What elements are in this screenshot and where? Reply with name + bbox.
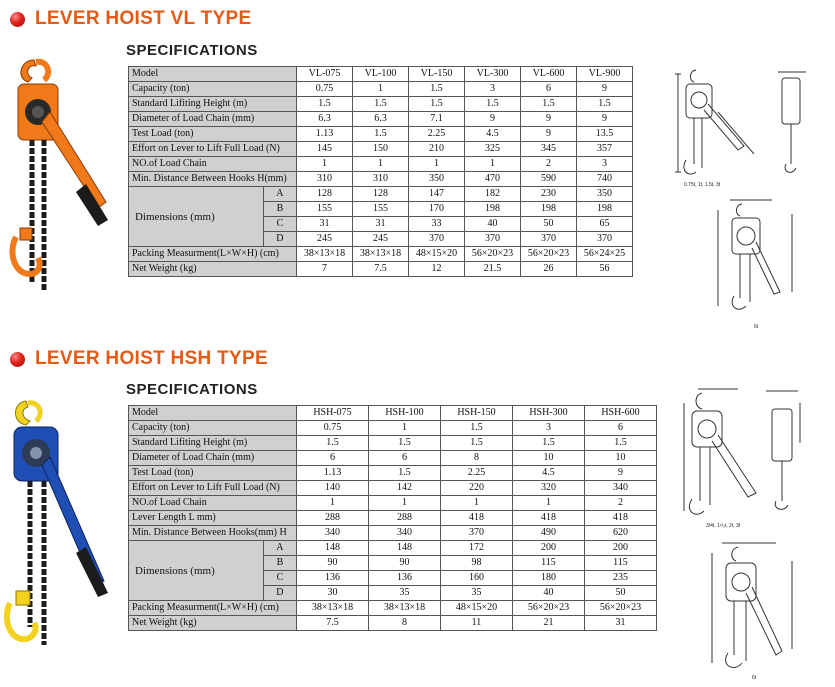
table-cell: 2 <box>521 157 577 172</box>
table-cell: 9 <box>465 112 521 127</box>
table-cell: 56×20×23 <box>465 247 521 262</box>
vl-title: LEVER HOIST VL TYPE <box>35 8 252 29</box>
dimensions-label: Dimensions (mm) <box>129 187 264 247</box>
row-label: Test Load (ton) <box>129 466 297 481</box>
table-cell: 198 <box>465 202 521 217</box>
table-cell: 7.5 <box>297 616 369 631</box>
table-row <box>129 436 657 451</box>
table-cell: 9 <box>521 127 577 142</box>
table-cell: 1.5 <box>585 436 657 451</box>
table-cell: 1.5 <box>521 97 577 112</box>
table-cell: 6 <box>297 451 369 466</box>
table-cell: 31 <box>297 217 353 232</box>
table-row <box>129 601 657 616</box>
table-cell: 288 <box>297 511 369 526</box>
table-row <box>129 157 633 172</box>
table-cell: 370 <box>521 232 577 247</box>
table-cell: 4.5 <box>465 127 521 142</box>
row-label: Standard Lifiting Height (m) <box>129 436 297 451</box>
table-cell: 1.5 <box>297 97 353 112</box>
table-cell: 245 <box>353 232 409 247</box>
table-cell: 4.5 <box>513 466 585 481</box>
table-cell: 245 <box>297 232 353 247</box>
table-cell: 235 <box>585 571 657 586</box>
table-cell: 1.5 <box>369 466 441 481</box>
table-cell: 128 <box>353 187 409 202</box>
row-label: Diameter of Load Chain (mm) <box>129 112 297 127</box>
row-label: Lever Length L mm) <box>129 511 297 526</box>
table-cell: 1.5 <box>409 97 465 112</box>
table-cell: 7.1 <box>409 112 465 127</box>
table-cell: 40 <box>465 217 521 232</box>
table-cell: 7 <box>297 262 353 277</box>
table-cell: 340 <box>585 481 657 496</box>
table-cell: 0.75 <box>297 82 353 97</box>
row-label: Capacity (ton) <box>129 421 297 436</box>
table-cell: 357 <box>577 142 633 157</box>
dimension-key: C <box>263 571 296 586</box>
table-cell: 48×15×20 <box>409 247 465 262</box>
table-cell: 6 <box>369 451 441 466</box>
table-row <box>129 421 657 436</box>
table-cell: 30 <box>297 586 369 601</box>
row-label: NO.of Load Chain <box>129 496 297 511</box>
red-bullet-icon <box>10 352 25 367</box>
table-cell: HSH-600 <box>585 406 657 421</box>
table-cell: 98 <box>441 556 513 571</box>
table-cell: 148 <box>369 541 441 556</box>
row-label: Effort on Lever to Lift Full Load (N) <box>129 481 297 496</box>
vl-hoist-photo <box>6 52 116 294</box>
table-cell: HSH-300 <box>513 406 585 421</box>
table-row <box>129 451 657 466</box>
vl-drawing-caption-1: 0.75t, 1t, 1.5t, 3t <box>684 182 721 188</box>
table-cell: 370 <box>441 526 513 541</box>
table-cell: 200 <box>513 541 585 556</box>
table-row <box>129 172 633 187</box>
table-cell: 31 <box>353 217 409 232</box>
table-row <box>129 67 633 82</box>
table-cell: 31 <box>585 616 657 631</box>
table-cell: 56 <box>577 262 633 277</box>
table-cell: 6.3 <box>353 112 409 127</box>
table-cell: 1 <box>369 421 441 436</box>
table-cell: 370 <box>577 232 633 247</box>
table-cell: 56×24×25 <box>577 247 633 262</box>
table-cell: 1.5 <box>297 436 369 451</box>
table-cell: 170 <box>409 202 465 217</box>
table-cell: 9 <box>577 82 633 97</box>
table-cell: 182 <box>465 187 521 202</box>
dimension-key: B <box>263 202 296 217</box>
table-cell: 470 <box>465 172 521 187</box>
table-row <box>129 247 633 262</box>
table-cell: 155 <box>353 202 409 217</box>
table-cell: 230 <box>521 187 577 202</box>
dimensions-label: Dimensions (mm) <box>129 541 264 601</box>
table-cell: 10 <box>585 451 657 466</box>
hsh-technical-drawing-front <box>676 383 826 533</box>
table-cell: 8 <box>369 616 441 631</box>
vl-technical-drawing-6t <box>712 196 812 334</box>
table-cell: 740 <box>577 172 633 187</box>
table-cell: 142 <box>369 481 441 496</box>
table-row <box>129 526 657 541</box>
table-row <box>129 616 657 631</box>
row-label: Packing Measurment(L×W×H) (cm) <box>129 601 297 616</box>
table-cell: 490 <box>513 526 585 541</box>
table-cell: 115 <box>513 556 585 571</box>
hsh-title: LEVER HOIST HSH TYPE <box>35 348 268 369</box>
table-cell: 3 <box>577 157 633 172</box>
table-cell: VL-900 <box>577 67 633 82</box>
table-cell: 1 <box>369 496 441 511</box>
table-cell: 288 <box>369 511 441 526</box>
table-cell: 370 <box>409 232 465 247</box>
table-cell: 147 <box>409 187 465 202</box>
table-row <box>129 481 657 496</box>
table-row <box>129 541 657 556</box>
row-label: Diameter of Load Chain (mm) <box>129 451 297 466</box>
table-cell: 320 <box>513 481 585 496</box>
table-row <box>129 82 633 97</box>
table-cell: 38×13×18 <box>297 601 369 616</box>
table-cell: 90 <box>297 556 369 571</box>
table-cell: HSH-100 <box>369 406 441 421</box>
table-cell: 155 <box>297 202 353 217</box>
table-cell: 56×20×23 <box>521 247 577 262</box>
table-cell: 148 <box>297 541 369 556</box>
table-row <box>129 466 657 481</box>
table-cell: 136 <box>297 571 369 586</box>
table-row <box>129 97 633 112</box>
dimension-key: A <box>263 541 296 556</box>
table-cell: 150 <box>353 142 409 157</box>
table-row <box>129 406 657 421</box>
table-cell: 340 <box>369 526 441 541</box>
table-row <box>129 496 657 511</box>
table-cell: 56×20×23 <box>585 601 657 616</box>
table-cell: 1.5 <box>441 436 513 451</box>
hsh-spec-heading: SPECIFICATIONS <box>126 381 258 398</box>
table-cell: 2.25 <box>409 127 465 142</box>
table-cell: 12 <box>409 262 465 277</box>
row-label: Standard Lifiting Height (m) <box>129 97 297 112</box>
table-cell: 370 <box>465 232 521 247</box>
table-cell: 1.5 <box>353 127 409 142</box>
hsh-hoist-photo <box>4 397 112 649</box>
vl-section <box>0 0 835 340</box>
red-bullet-icon <box>10 12 25 27</box>
table-cell: 180 <box>513 571 585 586</box>
table-cell: 0.75 <box>297 421 369 436</box>
dimension-key: B <box>263 556 296 571</box>
row-label: Packing Measurment(L×W×H) (cm) <box>129 247 297 262</box>
hsh-technical-drawing-6t <box>706 539 806 683</box>
table-cell: 172 <box>441 541 513 556</box>
table-cell: 198 <box>521 202 577 217</box>
dimension-key: C <box>263 217 296 232</box>
table-cell: 340 <box>297 526 369 541</box>
table-cell: 590 <box>521 172 577 187</box>
table-cell: HSH-075 <box>297 406 369 421</box>
row-label: Test Load (ton) <box>129 127 297 142</box>
table-cell: 1 <box>409 157 465 172</box>
vl-spec-table <box>128 66 633 277</box>
table-row <box>129 142 633 157</box>
table-cell: 1.5 <box>369 436 441 451</box>
hsh-spec-table <box>128 405 657 631</box>
table-cell: 1 <box>353 82 409 97</box>
vl-drawing-caption-2: 6t <box>754 324 759 330</box>
hsh-drawing-caption-1: 3/4t, 1¹/₂t, 2t, 3t <box>706 523 741 529</box>
table-cell: 11 <box>441 616 513 631</box>
table-cell: 200 <box>585 541 657 556</box>
table-cell: 1 <box>513 496 585 511</box>
table-cell: 1.13 <box>297 127 353 142</box>
row-label: Effort on Lever to Lift Full Load (N) <box>129 142 297 157</box>
table-cell: 38×13×18 <box>369 601 441 616</box>
table-cell: 3 <box>465 82 521 97</box>
table-cell: HSH-150 <box>441 406 513 421</box>
table-cell: VL-600 <box>521 67 577 82</box>
table-cell: VL-300 <box>465 67 521 82</box>
table-cell: 1.13 <box>297 466 369 481</box>
table-cell: 3 <box>513 421 585 436</box>
table-cell: 1 <box>441 496 513 511</box>
table-cell: 33 <box>409 217 465 232</box>
row-label: NO.of Load Chain <box>129 157 297 172</box>
table-cell: 56×20×23 <box>513 601 585 616</box>
table-cell: 13.5 <box>577 127 633 142</box>
table-cell: 1 <box>297 157 353 172</box>
table-cell: 6.3 <box>297 112 353 127</box>
row-label: Model <box>129 67 297 82</box>
table-cell: 220 <box>441 481 513 496</box>
table-cell: 198 <box>577 202 633 217</box>
table-cell: 136 <box>369 571 441 586</box>
table-cell: 48×15×20 <box>441 601 513 616</box>
table-cell: 21 <box>513 616 585 631</box>
table-cell: 310 <box>353 172 409 187</box>
table-cell: 1 <box>465 157 521 172</box>
table-cell: 418 <box>441 511 513 526</box>
row-label: Net Weight (kg) <box>129 262 297 277</box>
vl-spec-heading: SPECIFICATIONS <box>126 42 258 59</box>
table-cell: 350 <box>577 187 633 202</box>
row-label: Net Weight (kg) <box>129 616 297 631</box>
table-cell: 345 <box>521 142 577 157</box>
table-cell: 6 <box>521 82 577 97</box>
table-cell: 145 <box>297 142 353 157</box>
table-cell: 90 <box>369 556 441 571</box>
table-cell: 1 <box>297 496 369 511</box>
table-cell: 9 <box>521 112 577 127</box>
table-cell: 115 <box>585 556 657 571</box>
table-cell: 2.25 <box>441 466 513 481</box>
table-row <box>129 127 633 142</box>
vl-technical-drawing-front <box>672 60 822 190</box>
table-cell: 1.5 <box>577 97 633 112</box>
table-cell: 350 <box>409 172 465 187</box>
table-cell: 9 <box>585 466 657 481</box>
row-label: Min. Distance Between Hooks(mm) H <box>129 526 297 541</box>
table-cell: 6 <box>585 421 657 436</box>
table-cell: 40 <box>513 586 585 601</box>
hsh-title-row <box>10 348 268 370</box>
table-cell: 1.5 <box>513 436 585 451</box>
table-row <box>129 262 633 277</box>
table-cell: 140 <box>297 481 369 496</box>
table-cell: 50 <box>585 586 657 601</box>
table-row <box>129 112 633 127</box>
table-cell: 26 <box>521 262 577 277</box>
table-cell: 418 <box>585 511 657 526</box>
table-cell: 210 <box>409 142 465 157</box>
dimension-key: D <box>263 586 296 601</box>
table-cell: 38×13×18 <box>297 247 353 262</box>
table-cell: 7.5 <box>353 262 409 277</box>
table-row <box>129 511 657 526</box>
table-cell: 418 <box>513 511 585 526</box>
table-cell: 1.5 <box>409 82 465 97</box>
table-cell: 620 <box>585 526 657 541</box>
row-label: Model <box>129 406 297 421</box>
dimension-key: D <box>263 232 296 247</box>
table-cell: 38×13×18 <box>353 247 409 262</box>
table-cell: 1.5 <box>465 97 521 112</box>
table-cell: 65 <box>577 217 633 232</box>
row-label: Min. Distance Between Hooks H(mm) <box>129 172 297 187</box>
hsh-drawing-caption-2: 6t <box>752 675 757 681</box>
table-cell: 1.5 <box>441 421 513 436</box>
table-cell: 21.5 <box>465 262 521 277</box>
table-cell: 35 <box>369 586 441 601</box>
table-cell: 50 <box>521 217 577 232</box>
table-cell: VL-075 <box>297 67 353 82</box>
vl-title-row <box>10 8 252 30</box>
row-label: Capacity (ton) <box>129 82 297 97</box>
table-cell: 160 <box>441 571 513 586</box>
table-cell: 10 <box>513 451 585 466</box>
hsh-section <box>0 345 835 687</box>
table-cell: VL-100 <box>353 67 409 82</box>
table-cell: 1.5 <box>353 97 409 112</box>
table-cell: 128 <box>297 187 353 202</box>
table-cell: VL-150 <box>409 67 465 82</box>
table-row <box>129 187 633 202</box>
table-cell: 1 <box>353 157 409 172</box>
table-cell: 9 <box>577 112 633 127</box>
table-cell: 310 <box>297 172 353 187</box>
table-cell: 325 <box>465 142 521 157</box>
table-cell: 8 <box>441 451 513 466</box>
table-cell: 35 <box>441 586 513 601</box>
table-cell: 2 <box>585 496 657 511</box>
dimension-key: A <box>263 187 296 202</box>
